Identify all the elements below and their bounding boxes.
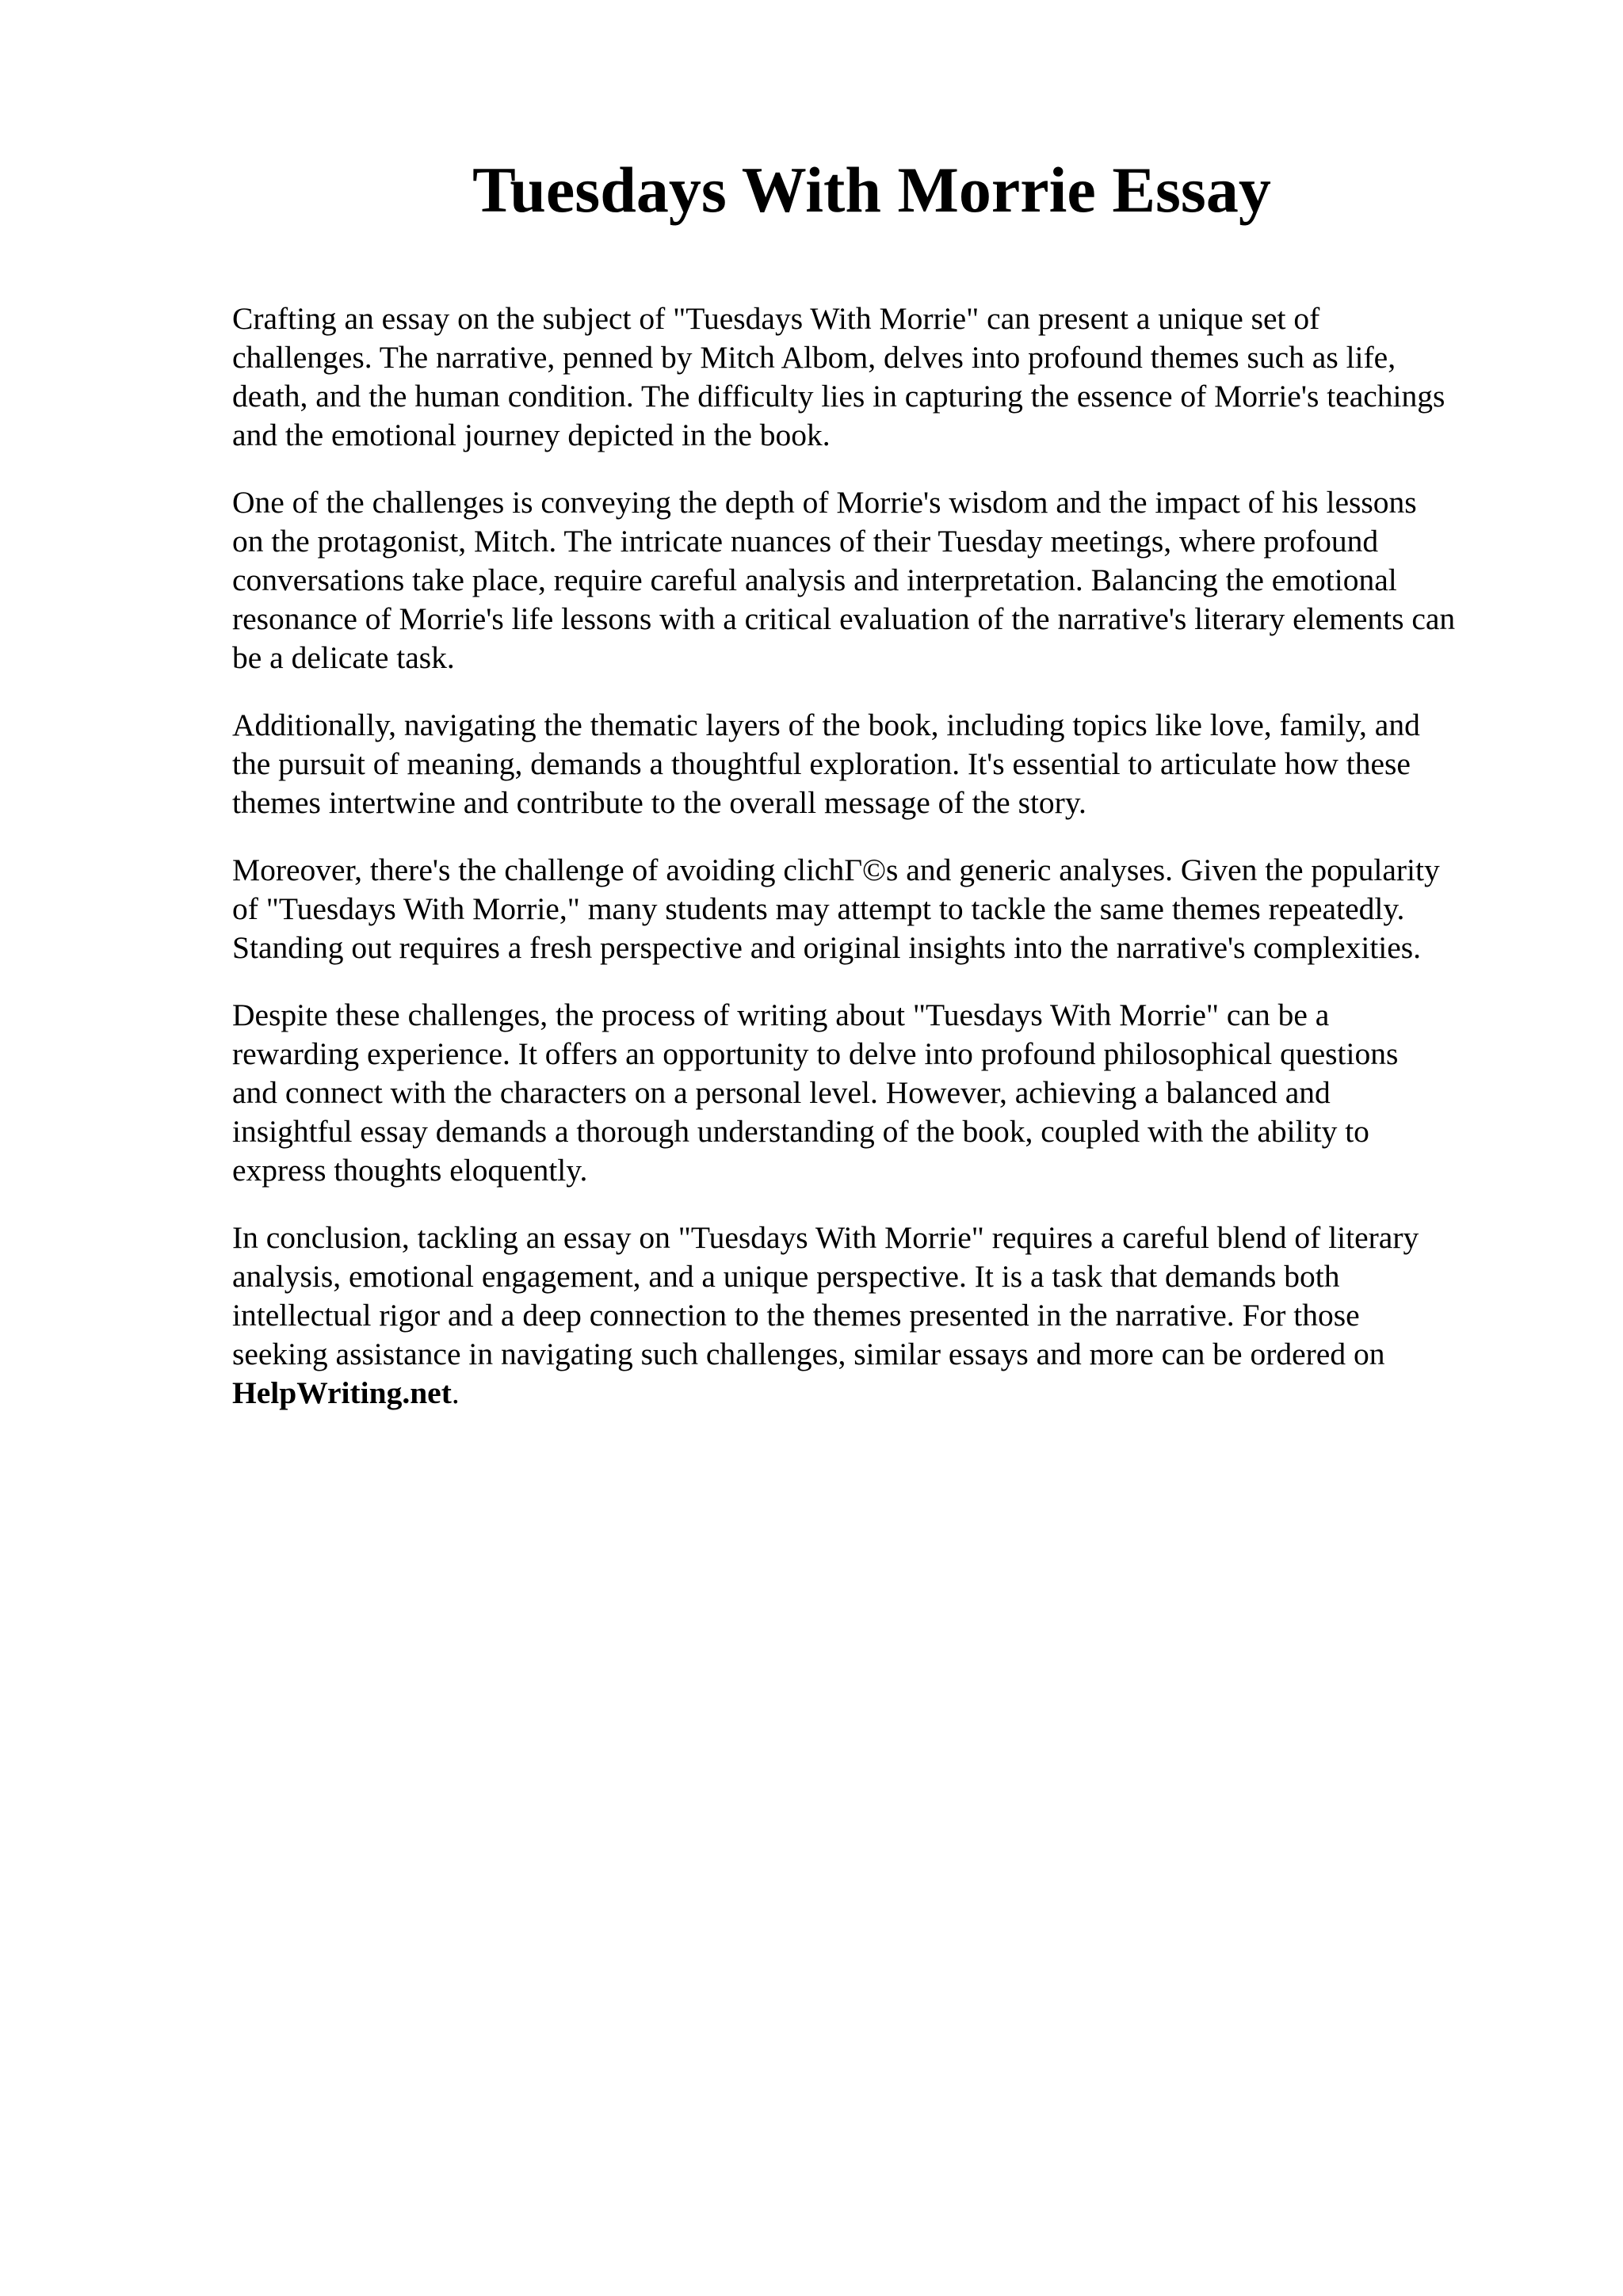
paragraph-3 — [232, 706, 1532, 822]
paragraph-1 — [232, 299, 1532, 455]
text-line: on the protagonist, Mitch. The intricate nuances of their Tuesday meetings, where profound — [232, 524, 1379, 559]
paragraph-2 — [232, 483, 1532, 677]
text-line: Additionally, navigating the thematic layers of the book, including topics like love, family, and — [232, 707, 1420, 742]
text-line: Crafting an essay on the subject of "Tuesdays With Morrie" can present a unique set of — [232, 301, 1320, 336]
closing-line — [232, 1374, 1532, 1413]
text-line: themes intertwine and contribute to the overall message of the story. — [232, 785, 1086, 820]
text-line: and the emotional journey depicted in the book. — [232, 418, 831, 452]
text-line: intellectual rigor and a deep connection to the themes presented in the narrative. For those — [232, 1298, 1360, 1333]
closing-punctuation: . — [451, 1375, 460, 1410]
text-line: Moreover, there's the challenge of avoiding clichΓ©s and generic analyses. Given the popularity — [232, 852, 1440, 887]
text-line: insightful essay demands a thorough understanding of the book, coupled with the ability to — [232, 1114, 1369, 1149]
paragraph-5 — [232, 996, 1532, 1190]
text-line: Despite these challenges, the process of writing about "Tuesdays With Morrie" can be a — [232, 997, 1330, 1032]
text-line: In conclusion, tackling an essay on "Tuesdays With Morrie" requires a careful blend of literary — [232, 1220, 1419, 1255]
text-line: Standing out requires a fresh perspective and original insights into the narrative's complexities. — [232, 930, 1422, 965]
text-line: resonance of Morrie's life lessons with a critical evaluation of the narrative's literary elements can — [232, 601, 1456, 636]
essay-body — [232, 299, 1532, 1441]
text-line: the pursuit of meaning, demands a thoughtful exploration. It's essential to articulate how these — [232, 746, 1411, 781]
paragraph-4 — [232, 851, 1532, 967]
text-line: seeking assistance in navigating such challenges, similar essays and more can be ordered on — [232, 1337, 1385, 1371]
text-line: death, and the human condition. The difficulty lies in capturing the essence of Morrie's teachings — [232, 379, 1445, 414]
text-line: and connect with the characters on a personal level. However, achieving a balanced and — [232, 1075, 1331, 1110]
text-line: of "Tuesdays With Morrie," many students may attempt to tackle the same themes repeatedly. — [232, 891, 1405, 926]
document-title: Tuesdays With Morrie Essay — [472, 154, 1271, 226]
text-line: analysis, emotional engagement, and a unique perspective. It is a task that demands both — [232, 1259, 1340, 1294]
text-line: challenges. The narrative, penned by Mitch Albom, delves into profound themes such as life, — [232, 340, 1396, 375]
text-line: express thoughts eloquently. — [232, 1153, 588, 1188]
helpwriting-link[interactable]: HelpWriting.net — [232, 1375, 452, 1410]
text-line: One of the challenges is conveying the depth of Morrie's wisdom and the impact of his lessons — [232, 485, 1417, 520]
paragraph-6 — [232, 1219, 1532, 1413]
text-line: conversations take place, require careful analysis and interpretation. Balancing the emotional — [232, 563, 1397, 597]
text-line: rewarding experience. It offers an opportunity to delve into profound philosophical questions — [232, 1036, 1399, 1071]
text-line: be a delicate task. — [232, 640, 455, 675]
